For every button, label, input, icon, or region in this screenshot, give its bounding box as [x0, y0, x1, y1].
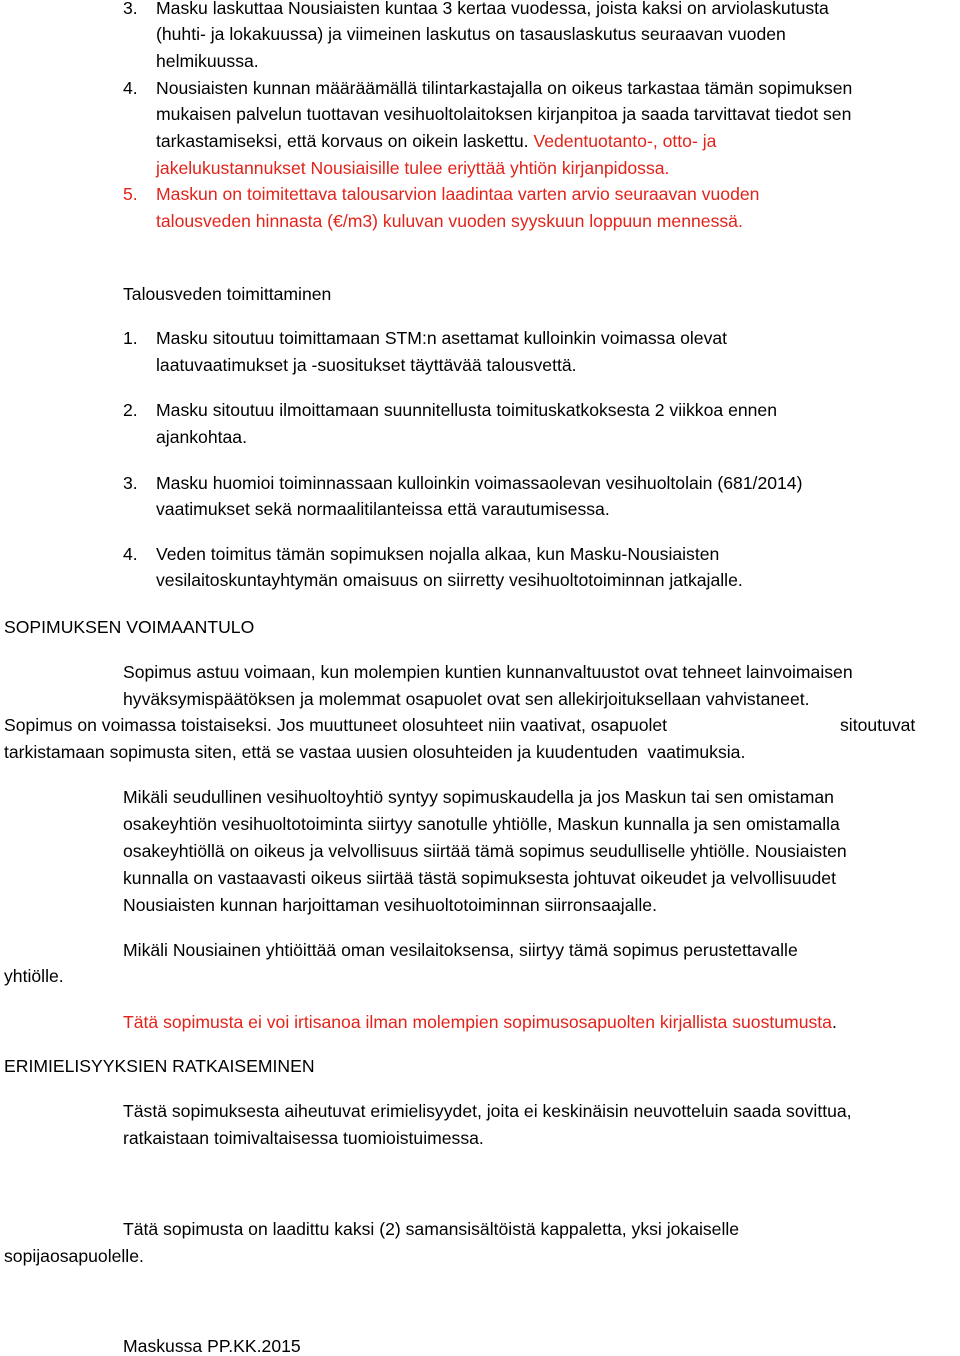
supply-item-line: vaatimukset sekä normaalitilanteissa että varautumisessa. [156, 499, 610, 519]
item5-line: talousveden hinnasta (€/m3) kuluvan vuoden syyskuun loppuun mennessä. [156, 211, 743, 231]
red-note [123, 1014, 837, 1032]
list-number: 5. [123, 184, 138, 204]
paragraph-line: Mikäli seudullinen vesihuoltoyhtiö syntyy sopimuskaudella ja jos Maskun tai sen omistaman [123, 787, 834, 807]
supply-item-line: Veden toimitus tämän sopimuksen nojalla alkaa, kun Masku-Nousiaisten [156, 544, 720, 564]
item4-red-line: jakelukustannukset Nousiaisille tulee eriyttää yhtiön kirjanpidossa. [156, 158, 670, 178]
disputes-heading: ERIMIELISYYKSIEN RATKAISEMINEN [4, 1056, 315, 1076]
validity-heading: SOPIMUKSEN VOIMAANTULO [4, 617, 255, 637]
list-number: 4. [123, 78, 138, 98]
paragraph-line: Mikäli Nousiainen yhtiöittää oman vesilaitoksensa, siirtyy tämä sopimus perustettavalle [123, 940, 798, 960]
supply-item-line: Masku huomioi toiminnassaan kulloinkin voimassaolevan vesihuoltolain (681/2014) [156, 473, 803, 493]
supply-item-line: ajankohtaa. [156, 427, 247, 447]
paragraph-line: Nousiaisten kunnan harjoittaman vesihuoltotoiminnan siirronsaajalle. [123, 895, 657, 915]
supply-item-line: Masku sitoutuu toimittamaan STM:n asettamat kulloinkin voimassa olevat [156, 328, 728, 348]
paragraph-line: hyväksymispäätöksen ja molemmat osapuolet ovat sen allekirjoituksellaan vahvistaneet. [123, 689, 810, 709]
red-note-text: Tätä sopimusta ei voi irtisanoa ilman molempien sopimusosapuolten kirjallista suostumusta [123, 1012, 832, 1032]
supply-item-line: Masku sitoutuu ilmoittamaan suunnitellusta toimituskatkoksesta 2 viikkoa ennen [156, 400, 777, 420]
item4-line: mukaisen palvelun tuottavan vesihuoltolaitoksen kirjanpitoa ja saada tarvittavat tiedot sen [156, 104, 852, 124]
list-number: 3. [123, 0, 138, 18]
item3-line: helmikuussa. [156, 51, 259, 71]
signature-place: Maskussa PP.KK.2015 [123, 1336, 301, 1356]
item4-line [156, 133, 716, 151]
item5-line: Maskun on toimitettava talousarvion laadintaa varten arvio seuraavan vuoden [156, 184, 760, 204]
item3-line: (huhti- ja lokakuussa) ja viimeinen laskutus on tasauslaskutus seuraavan vuoden [156, 24, 786, 44]
list-number: 4. [123, 544, 138, 564]
paragraph-line: yhtiölle. [4, 966, 64, 986]
paragraph-line: Sopimus on voimassa toistaiseksi. Jos muuttuneet olosuhteet niin vaativat, osapuolet [4, 715, 668, 735]
supply-item-line: vesilaitoskuntayhtymän omaisuus on siirretty vesihuoltotoiminnan jatkajalle. [156, 570, 743, 590]
paragraph-line: osakeyhtiön vesihuoltotoiminta siirtyy sanotulle yhtiölle, Maskun kunnalla ja sen omistamalla [123, 814, 840, 834]
paragraph-line: Tätä sopimusta on laadittu kaksi (2) samansisältöistä kappaletta, yksi jokaiselle [123, 1219, 740, 1239]
item4-red-text: Vedentuotanto-, otto- ja [533, 131, 717, 151]
list-number: 2. [123, 400, 138, 420]
paragraph-line: Tästä sopimuksesta aiheutuvat erimielisyydet, joita ei keskinäisin neuvotteluin saada sovittua, [123, 1101, 852, 1121]
paragraph-line: ratkaistaan toimivaltaisessa tuomioistuimessa. [123, 1128, 484, 1148]
supply-item-line: laatuvaatimukset ja -suositukset täyttävää talousvettä. [156, 355, 577, 375]
paragraph-line: kunnalla on vastaavasti oikeus siirtää tästä sopimuksesta johtuvat oikeudet ja velvollisuudet [123, 868, 836, 888]
paragraph-line: tarkistamaan sopimusta siten, että se vastaa uusien olosuhteiden ja kuudentuden vaatimuksia. [4, 742, 746, 762]
red-note-end: . [831, 1012, 837, 1032]
paragraph-line: Sopimus astuu voimaan, kun molempien kuntien kunnanvaltuustot ovat tehneet lainvoimaisen [123, 662, 853, 682]
item4-text: tarkastamiseksi, että korvaus on oikein laskettu. [156, 131, 529, 151]
paragraph-line: sopijaosapuolelle. [4, 1246, 144, 1266]
list-number: 3. [123, 473, 138, 493]
paragraph-line: osakeyhtiöllä on oikeus ja velvollisuus siirtää tämä sopimus seudulliselle yhtiölle. Nousiaisten [123, 841, 847, 861]
item3-line: Masku laskuttaa Nousiaisten kuntaa 3 kertaa vuodessa, joista kaksi on arviolaskutusta [156, 0, 829, 18]
paragraph-line: sitoutuvat [840, 715, 916, 735]
supply-heading: Talousveden toimittaminen [123, 284, 332, 304]
item4-line: Nousiaisten kunnan määräämällä tilintarkastajalla on oikeus tarkastaa tämän sopimuksen [156, 78, 853, 98]
list-number: 1. [123, 328, 138, 348]
